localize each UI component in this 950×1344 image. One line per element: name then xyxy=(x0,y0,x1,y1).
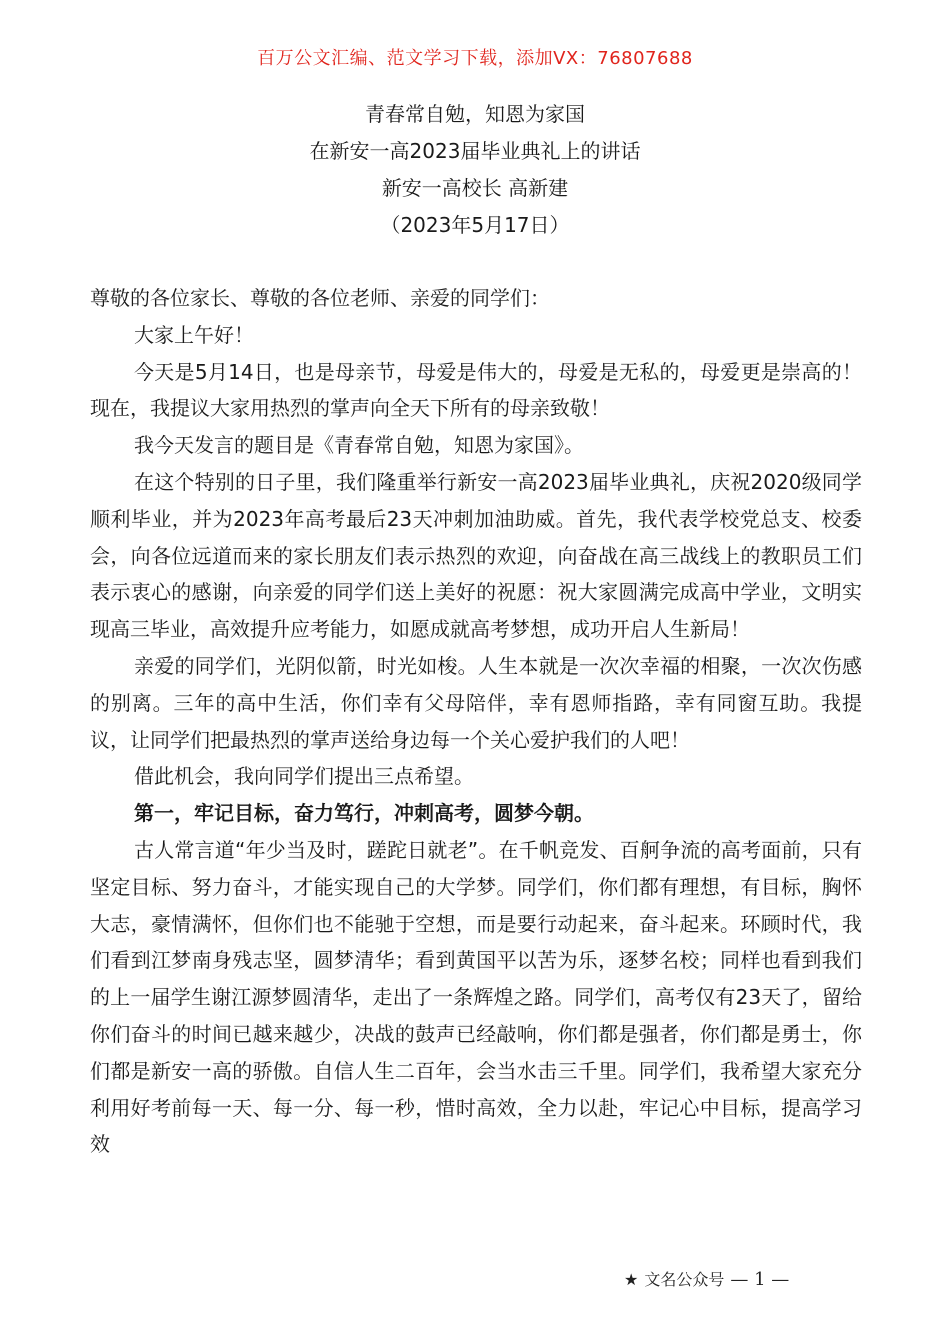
footer-label: 文名公众号 xyxy=(644,1270,725,1289)
page-footer xyxy=(624,1267,795,1290)
paragraph-topic: 我今天发言的题目是《青春常自勉，知恩为家国》。 xyxy=(134,433,584,458)
star-icon: ★ xyxy=(624,1270,639,1289)
speaker-line: 新安一高校长 高新建 xyxy=(381,176,569,200)
paragraph-farewell: 亲爱的同学们，光阴似箭，时光如梭。人生本就是一次次幸福的相聚，一次次伤感的别离。三年的高中生活，你们幸有父母陪伴，幸有恩师指路，幸有同窗互助。我提议，让同学们把最热烈的掌声送给身边每一个关心爱护我们的人吧！ xyxy=(90,653,862,752)
speech-subtitle: 在新安一高2023届毕业典礼上的讲话 xyxy=(309,139,641,163)
paragraph-hopes-intro: 借此机会，我向同学们提出三点希望。 xyxy=(134,764,474,789)
paragraph-ceremony: 在这个特别的日子里，我们隆重举行新安一高2023届毕业典礼，庆祝2020级同学顺利毕业，并为2023年高考最后23天冲刺加油助威。首先，我代表学校党总支、校委会，向各位远道而来的家长朋友们表示热烈的欢迎，向奋战在高三战线上的教职员工们表示衷心的感谢，向亲爱的同学们送上美好的祝愿：祝大家圆满完成高中学业，文明实现高三毕业，高效提升应考能力，如愿成就高考梦想，成功开启人生新局！ xyxy=(90,469,862,642)
speech-date: （2023年5月17日） xyxy=(380,213,570,237)
paragraph-mothers-day: 今天是5月14日，也是母亲节，母爱是伟大的，母爱是无私的，母爱更是崇高的！现在，我提议大家用热烈的掌声向全天下所有的母亲致敬！ xyxy=(90,359,862,421)
speech-body xyxy=(90,280,862,1163)
page-number: — 1 — xyxy=(730,1269,790,1290)
watermark-banner: 百万公文汇编、范文学习下载，添加VX：76807688 xyxy=(257,48,693,69)
paragraph-greeting: 大家上午好！ xyxy=(134,322,254,347)
salutation: 尊敬的各位家长、尊敬的各位老师、亲爱的同学们： xyxy=(90,286,550,310)
section-heading-first: 第一，牢记目标，奋力笃行，冲刺高考，圆梦今朝。 xyxy=(134,801,594,826)
speech-title: 青春常自勉，知恩为家国 xyxy=(365,102,585,126)
title-block xyxy=(0,96,950,244)
paragraph-first-hope: 古人常言道“年少当及时，蹉跎日就老”。在千帆竞发、百舸争流的高考面前，只有坚定目标、努力奋斗，才能实现自己的大学梦。同学们，你们都有理想，有目标，胸怀大志，豪情满怀，但你们也不能驰于空想，而是要行动起来，奋斗起来。环顾时代，我们看到江梦南身残志坚，圆梦清华；看到黄国平以苦为乐，逐梦名校；同样也看到我们的上一届学生谢江源梦圆清华，走出了一条辉煌之路。同学们，高考仅有23天了，留给你们奋斗的时间已越来越少，决战的鼓声已经敲响，你们都是强者，你们都是勇士，你们都是新安一高的骄傲。自信人生二百年，会当水击三千里。同学们，我希望大家充分利用好考前每一天、每一分、每一秒，惜时高效，全力以赴，牢记心中目标，提高学习效 xyxy=(90,837,862,1157)
